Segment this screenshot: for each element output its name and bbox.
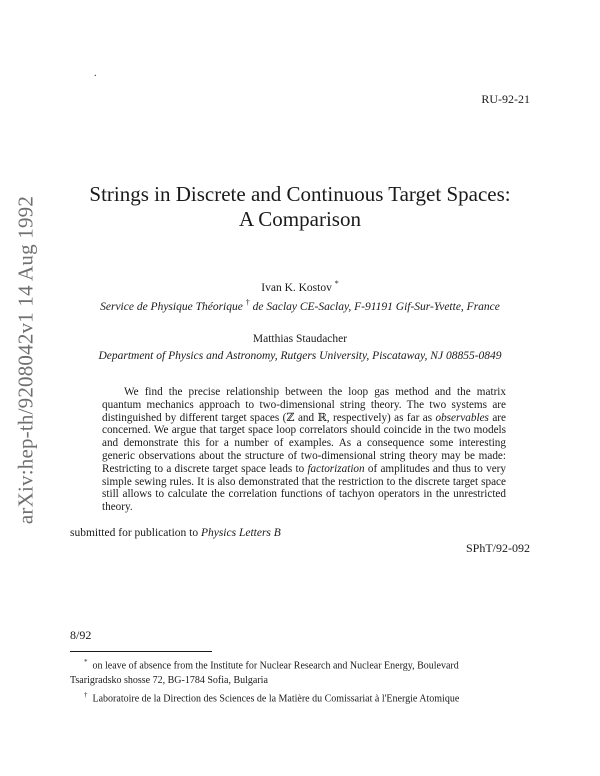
stray-dot: . (94, 68, 97, 79)
submission-note (70, 527, 281, 539)
abstract-text-3: of amplitudes and thus to very simple sewing rules. It is also demonstrated that the restriction to the discrete target space still allows to calculate the correlation functions of tachyon operators in the unrestricted theory. (102, 462, 506, 514)
journal-name: Physics Letters B (200, 527, 281, 539)
submission-text: submitted for publication to (70, 527, 201, 539)
author-2-name: Matthias Staudacher (252, 333, 348, 345)
arxiv-identifier: arXiv:hep-th/9208042v1 14 Aug 1992 (13, 195, 38, 525)
footnote-1 (70, 655, 530, 688)
footnote-1-mark: * (84, 658, 88, 666)
title-line-1: Strings in Discrete and Continuous Target Spaces: (89, 182, 511, 206)
arxiv-sidebar (10, 195, 42, 525)
footnote-2-line-1 (70, 688, 540, 706)
abstract-text-1: We find the precise relationship between the loop gas method and the matrix quantum mechanics approach to two-dimensional string theory. The two systems are distinguished by different target spaces (ℤ and ℝ, respectively) as far as (102, 386, 506, 424)
author-1-name: Ivan K. Kostov (261, 281, 332, 294)
footnote-1-text-1: on leave of absence from the Institute for Nuclear Research and Nuclear Energy, Boulevard (92, 660, 459, 672)
footnote-2 (70, 688, 540, 706)
footnote-rule (70, 651, 212, 652)
affiliation-1-part-2: de Saclay CE-Saclay, F-91191 Gif-Sur-Yvette, France (252, 300, 500, 313)
abstract-emphasis-observables: observables (435, 411, 489, 424)
author-1-footnote-mark: * (334, 279, 339, 288)
author-2-affiliation: Department of Physics and Astronomy, Rutgers University, Piscataway, NJ 08855-0849 (98, 350, 502, 362)
affiliation-1-part-1: Service de Physique Théorique (100, 300, 243, 313)
author-1-affiliation (60, 298, 540, 313)
footnote-1-line-1 (70, 655, 530, 673)
affiliation-footnote-mark: † (245, 298, 250, 307)
footnote-2-mark: † (84, 691, 88, 699)
paper-title (60, 182, 540, 232)
footnote-1-line-2: Tsarigradsko shosse 72, BG-1784 Sofia, Bulgaria (70, 675, 268, 687)
abstract-text-2: are concerned. We argue that target space loop correlators should coincide in the two models and demonstrate this for a number of examples. As a consequence some interesting generic observations about the structure of two-dimensional string theory may be made: Restricting to a discrete target space leads to (102, 411, 506, 475)
abstract-emphasis-factorization: factorization (307, 462, 365, 475)
title-line-2: A Comparison (239, 207, 361, 231)
date: 8/92 (70, 628, 92, 642)
author-1 (60, 279, 540, 294)
report-number-bottom: SPhT/92-092 (465, 541, 530, 555)
footnote-2-text-1: Laboratoire de la Direction des Sciences de la Matière du Comissariat à l'Energie Atomique (92, 693, 460, 705)
report-number-top: RU-92-21 (481, 92, 530, 106)
abstract (102, 386, 506, 514)
